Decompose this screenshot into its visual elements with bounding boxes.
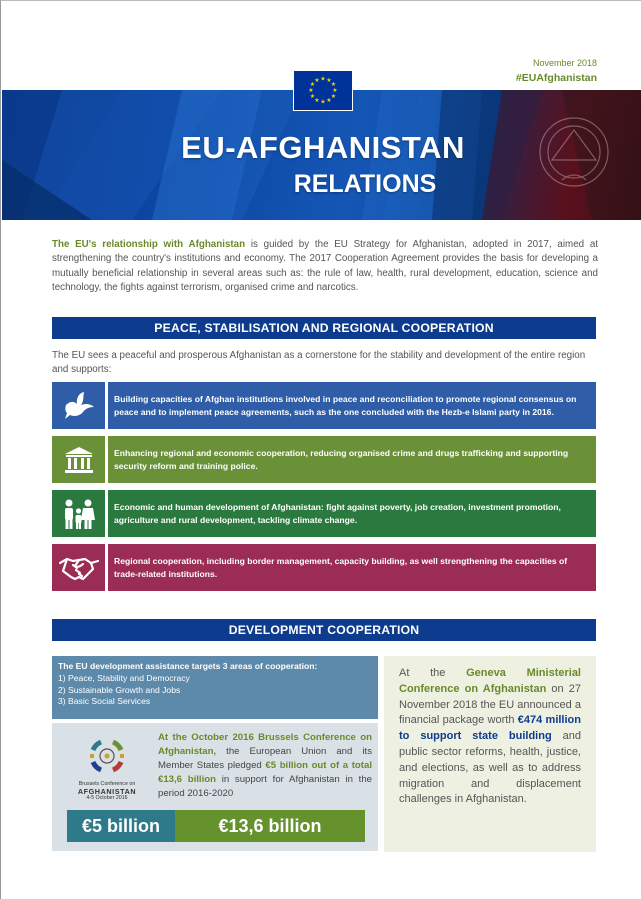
support-item-human-development-text: Economic and human development of Afghanistan: fight against poverty, job creation, investment promotion, agriculture and rural development, tackling climate change. xyxy=(108,490,596,537)
geneva-conference-box xyxy=(384,656,596,852)
development-targets-box xyxy=(52,656,378,719)
intro-body: is guided by the EU Strategy for Afghanistan, adopted in 2017, aimed at strengthening the country's institutions and economy. The 2017 Cooperation Agreement provides the basis for developing a mutually beneficial relationship in several areas such as: the rule of law, health, rural development, education, science and technology, the fights against terrorism, organised crime and narcotics. xyxy=(52,239,598,294)
brussels-conference-box xyxy=(52,723,378,851)
brussels-tail: in support for Afghanistan in the period 2016-2020 xyxy=(158,774,372,799)
publication-date: November 2018 xyxy=(532,58,597,68)
handshake-icon xyxy=(52,544,105,591)
support-item-peace xyxy=(52,382,596,429)
svg-text:★: ★ xyxy=(309,81,316,88)
support-item-human-development xyxy=(52,490,596,537)
support-item-regional-cooperation xyxy=(52,544,596,591)
banner-title-line2: RELATIONS xyxy=(293,170,437,198)
svg-text:★: ★ xyxy=(330,93,337,100)
conference-emblem-icon xyxy=(66,733,148,779)
logo-caption-small: Brussels Conference on xyxy=(78,781,136,787)
geneva-conference-text xyxy=(399,666,581,808)
svg-text:★: ★ xyxy=(309,93,316,100)
peace-section-intro: The EU sees a peaceful and prosperous Afghanistan as a cornerstone for the stability and development of the entire region and supports: xyxy=(52,350,586,375)
target-item: 3) Basic Social Services xyxy=(58,696,151,707)
banner-title-line1: EU-AFGHANISTAN xyxy=(181,130,465,165)
development-section-heading: DEVELOPMENT COOPERATION xyxy=(52,619,596,641)
logo-caption-big: AFGHANISTAN xyxy=(77,787,137,796)
peace-section-heading: PEACE, STABILISATION AND REGIONAL COOPERATION xyxy=(52,317,596,339)
geneva-tail: and public sector reforms, health, justice, and elections, as well as to address migration and displacement challenges in Afghanistan. xyxy=(399,730,581,806)
geneva-lead: Geneva Ministerial Conference on Afghanistan xyxy=(399,667,581,695)
targets-heading: The EU development assistance targets 3 areas of cooperation: xyxy=(58,661,318,671)
brussels-mid: the European Union and its Member States pledged xyxy=(158,746,372,771)
hashtag[interactable]: #EUAfghanistan xyxy=(515,72,597,84)
target-item: 1) Peace, Stability and Democracy xyxy=(58,672,190,683)
eu-pledge-amount: €5 billion xyxy=(67,810,175,842)
svg-text:★: ★ xyxy=(314,97,320,104)
svg-text:★: ★ xyxy=(326,97,332,104)
target-item: 2) Sustainable Growth and Jobs xyxy=(58,684,181,695)
geneva-pre: At the xyxy=(399,667,467,679)
svg-text:★: ★ xyxy=(320,98,326,106)
family-icon xyxy=(52,490,105,537)
svg-text:★: ★ xyxy=(308,87,314,94)
svg-text:★: ★ xyxy=(330,81,337,88)
brussels-lead: At the October 2016 Brussels Conference on Afghanistan, xyxy=(158,732,372,757)
support-item-regional-economic-text: Enhancing regional and economic cooperation, reducing organised crime and drugs trafficking and supporting security reform and training police. xyxy=(108,436,596,483)
logo-caption-date: 4-5 October 2016 xyxy=(86,795,128,801)
total-pledge-amount: €13,6 billion xyxy=(175,810,365,842)
geneva-highlight: €474 million to support state building xyxy=(399,714,581,743)
support-item-regional-economic xyxy=(52,436,596,483)
brussels-conference-text xyxy=(158,731,372,801)
logo-caption xyxy=(66,781,148,802)
support-item-regional-cooperation-text: Regional cooperation, including border management, capacity building, as well strengthening the capacities of trade-related institutions. xyxy=(108,544,596,591)
svg-text:★: ★ xyxy=(320,75,326,83)
dove-icon xyxy=(52,382,105,429)
support-item-peace-text: Building capacities of Afghan institutions involved in peace and reconciliation to promote regional consensus on peace and to implement peace agreements, such as the one concluded with the Hezb-e Islami party in 2016. xyxy=(108,382,596,429)
svg-text:★: ★ xyxy=(314,77,320,84)
institution-icon xyxy=(52,436,105,483)
intro-paragraph xyxy=(52,238,598,296)
brussels-highlight: €5 billion out of a total €13,6 billion xyxy=(158,760,372,785)
geneva-mid: on 27 November 2018 the EU announced a financial package worth xyxy=(399,682,581,727)
svg-text:★: ★ xyxy=(332,87,338,94)
svg-text:★: ★ xyxy=(326,77,332,84)
eu-flag-icon xyxy=(293,70,353,111)
intro-lead: The EU's relationship with Afghanistan xyxy=(52,239,246,250)
